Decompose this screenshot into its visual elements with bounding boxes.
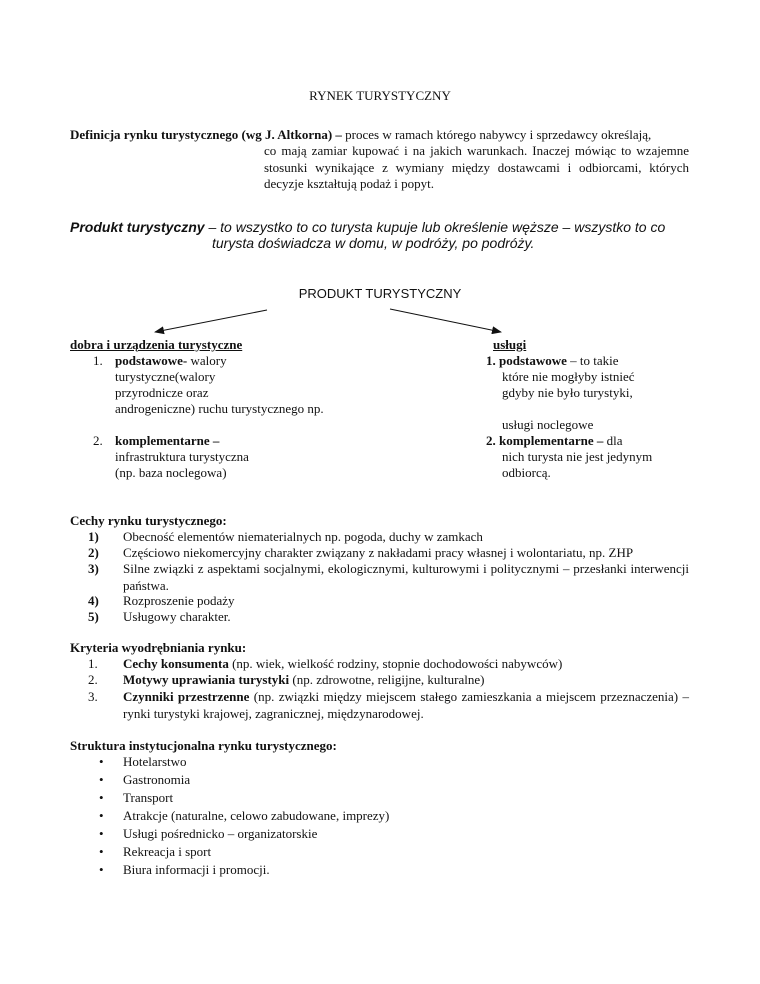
structure-item: Transport xyxy=(123,790,174,805)
definition-text: co mają zamiar kupować i na jakich warunkach. Inaczej mówiąc to wzajemne stosunki wynikające z wymiany między dostawcami i odbiorcami, których decyzje kształtują podaż i popyt. xyxy=(264,143,689,191)
left-column-title: dobra i urządzenia turystyczne xyxy=(70,337,243,352)
structure-item: Biura informacji i promocji. xyxy=(123,862,270,877)
left-item1-rest: walory xyxy=(187,353,227,368)
structure-heading: Struktura instytucjonalna rynku turystycznego: xyxy=(70,738,337,753)
right-item1-bold: 1. podstawowe xyxy=(486,353,567,368)
structure-item: Usługi pośrednicko – organizatorskie xyxy=(123,826,318,841)
bullet-icon: • xyxy=(99,808,104,823)
criteria-item-text: (np. związki między miejscem stałego zamieszkania a miejscem przeznaczenia) – rynki turystyki krajowej, zagranicznej, międzynarodowej. xyxy=(123,689,689,721)
product-term: Produkt turystyczny xyxy=(70,219,205,235)
right-item2-line: nich turysta nie jest jedynym xyxy=(502,449,653,464)
definition-text-first: proces w ramach którego nabywcy i sprzedawcy określają, xyxy=(345,127,652,142)
criteria-number: 3. xyxy=(88,689,98,704)
left-item2-line: (np. baza noclegowa) xyxy=(115,465,227,480)
criteria-item-bold: Motywy uprawiania turystyki xyxy=(123,672,290,687)
structure-item: Atrakcje (naturalne, celowo zabudowane, imprezy) xyxy=(123,808,390,823)
arrow-right xyxy=(390,309,501,332)
criteria-number: 2. xyxy=(88,672,98,687)
right-item2-bold: 2. komplementarne – xyxy=(486,433,604,448)
right-item1-line: które nie mogłyby istnieć xyxy=(502,369,635,384)
criteria-item-text: (np. zdrowotne, religijne, kulturalne) xyxy=(289,672,485,687)
features-heading: Cechy rynku turystycznego: xyxy=(70,513,227,528)
features-item: Obecność elementów niematerialnych np. pogoda, duchy w zamkach xyxy=(123,529,483,544)
criteria-item-text: (np. wiek, wielkość rodziny, stopnie dochodowości nabywców) xyxy=(228,656,563,671)
bullet-icon: • xyxy=(99,790,104,805)
product-text-line1: – to wszystko to co turysta kupuje lub określenie węższe – wszystko to co xyxy=(204,219,666,235)
bullet-icon: • xyxy=(99,826,104,841)
features-number: 5) xyxy=(88,609,99,624)
left-item1-number: 1. xyxy=(93,353,103,368)
right-item1-extra: usługi noclegowe xyxy=(502,417,594,432)
criteria-item xyxy=(123,672,689,689)
arrow-left xyxy=(155,310,267,332)
structure-item: Gastronomia xyxy=(123,772,191,787)
features-number: 2) xyxy=(88,545,99,560)
left-item1-line: przyrodnicze oraz xyxy=(115,385,209,400)
features-item: Usługowy charakter. xyxy=(123,609,231,624)
criteria-item xyxy=(123,656,689,673)
features-number: 3) xyxy=(88,561,99,576)
product-definition-line2: turysta doświadcza w domu, w podróży, po podróży. xyxy=(212,235,535,251)
criteria-number: 1. xyxy=(88,656,98,671)
bullet-icon: • xyxy=(99,844,104,859)
right-item1-rest: – to takie xyxy=(566,353,619,368)
right-item2-line: odbiorcą. xyxy=(502,465,551,480)
left-item2-number: 2. xyxy=(93,433,103,448)
right-item1 xyxy=(486,353,619,370)
right-item2-rest: dla xyxy=(603,433,623,448)
bullet-icon: • xyxy=(99,772,104,787)
right-item1-line: gdyby nie było turystyki, xyxy=(502,385,633,400)
left-item2-line: infrastruktura turystyczna xyxy=(115,449,249,464)
structure-item: Hotelarstwo xyxy=(123,754,187,769)
criteria-heading: Kryteria wyodrębniania rynku: xyxy=(70,640,247,655)
left-item2-bold: komplementarne – xyxy=(115,433,220,448)
left-item1 xyxy=(115,353,227,370)
features-number: 1) xyxy=(88,529,99,544)
diagram-heading: PRODUKT TURYSTYCZNY xyxy=(298,286,462,301)
bullet-icon: • xyxy=(99,754,104,769)
features-item: Silne związki z aspektami socjalnymi, ekologicznymi, kulturowymi i politycznymi – przesłanki interwencji państwa. xyxy=(123,561,689,593)
criteria-item-bold: Cechy konsumenta xyxy=(123,656,229,671)
left-item1-line: turystyczne(walory xyxy=(115,369,216,384)
left-item1-line: androgeniczne) ruchu turystycznego np. xyxy=(115,401,324,416)
right-column-title: usługi xyxy=(493,337,527,352)
features-number: 4) xyxy=(88,593,99,608)
left-item1-bold: podstawowe- xyxy=(115,353,188,368)
definition-term: Definicja rynku turystycznego (wg J. Altkorna) – xyxy=(70,127,342,142)
bullet-icon: • xyxy=(99,862,104,877)
features-item: Częściowo niekomercyjny charakter związany z nakładami pracy własnej i wolontariatu, np. ZHP xyxy=(123,545,634,560)
right-item2 xyxy=(486,433,623,450)
features-item: Rozproszenie podaży xyxy=(123,593,235,608)
criteria-item xyxy=(123,689,689,722)
structure-item: Rekreacja i sport xyxy=(123,844,212,859)
criteria-item-bold: Czynniki przestrzenne xyxy=(123,689,250,704)
page-title: RYNEK TURYSTYCZNY xyxy=(309,88,451,103)
